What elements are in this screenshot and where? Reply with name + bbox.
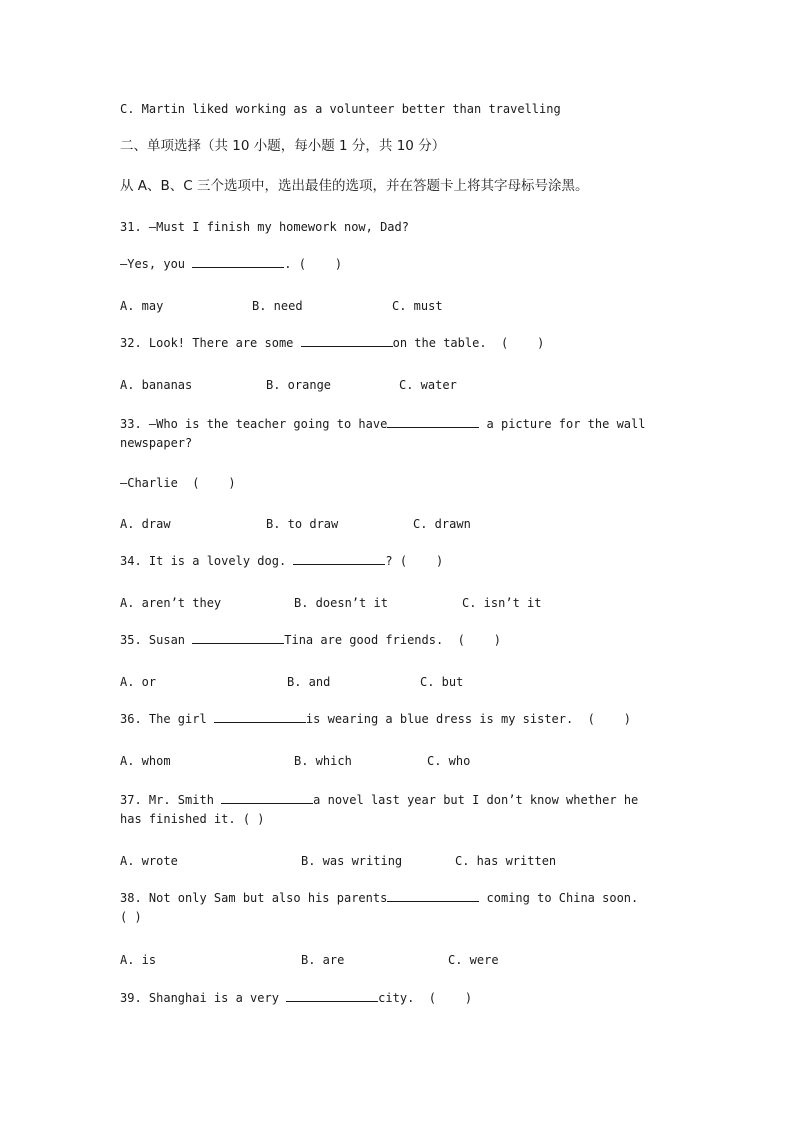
question-text: ? ( ) [385,554,444,568]
answer-blank [192,255,284,268]
question-text: 32. Look! There are some [120,336,301,350]
question-text: on the table. ( ) [392,336,545,350]
question-31-line2 [120,255,342,274]
option-b: B. which [294,754,352,768]
question-34-options [120,594,680,613]
question-36-options [120,752,680,771]
question-text: city. ( ) [378,991,473,1005]
question-text: 37. Mr. Smith [120,793,222,807]
question-33 [120,415,650,453]
option-b: B. to draw [266,517,339,531]
question-31-line1: 31. —Must I finish my homework now, Dad? [120,220,409,234]
answer-blank [221,791,313,804]
answer-blank [387,415,479,428]
option-b: B. need [252,299,303,313]
option-c: C. water [399,378,457,392]
question-text: 33. —Who is the teacher going to have [120,417,388,431]
option-a: A. or [120,675,157,689]
question-39 [120,989,472,1008]
question-35-options [120,673,680,692]
option-b: B. are [301,953,345,967]
option-a: A. whom [120,754,171,768]
question-text: coming to China soon. ( ) [120,891,639,924]
previous-question-option-c: C. Martin liked working as a volunteer better than travelling [120,102,561,116]
question-38 [120,889,650,927]
answer-blank [214,710,306,723]
question-35 [120,631,501,650]
question-text: a novel last year but I don’t know whether he has finished it. ( ) [120,793,639,826]
option-a: A. draw [120,517,171,531]
option-b: B. orange [266,378,332,392]
option-b: B. was writing [301,854,403,868]
question-32 [120,334,544,353]
option-a: A. is [120,953,157,967]
question-36 [120,710,631,729]
option-a: A. bananas [120,378,193,392]
answer-blank [192,631,284,644]
answer-blank [301,334,393,347]
question-text: 36. The girl [120,712,214,726]
question-text: Tina are good friends. ( ) [284,633,501,647]
option-c: C. were [448,953,499,967]
question-text: 34. It is a lovely dog. [120,554,294,568]
option-b: B. and [287,675,331,689]
question-37-options [120,852,680,871]
section-instruction: 从 A、B、C 三个选项中，选出最佳的选项，并在答题卡上将其字母标号涂黑。 [120,178,589,194]
option-c: C. isn’t it [462,596,542,610]
answer-blank [387,889,479,902]
answer-blank [286,989,378,1002]
option-a: A. wrote [120,854,178,868]
option-a: A. aren’t they [120,596,222,610]
question-38-options [120,951,680,970]
answer-blank [293,552,385,565]
option-c: C. must [392,299,443,313]
question-37 [120,791,650,829]
question-text: 35. Susan [120,633,193,647]
question-text: a picture for the wall newspaper? [120,417,646,450]
question-31-options [120,297,680,316]
section-heading: 二、单项选择（共 10 小题，每小题 1 分，共 10 分） [120,138,446,154]
question-text: is wearing a blue dress is my sister. ( ) [305,712,632,726]
option-c: C. but [420,675,464,689]
question-text: 39. Shanghai is a very [120,991,287,1005]
question-text: —Yes, you [120,257,193,271]
question-33-answer-line: —Charlie ( ) [120,476,236,490]
question-33-options [120,515,680,534]
option-c: C. drawn [413,517,471,531]
option-b: B. doesn’t it [294,596,388,610]
option-a: A. may [120,299,164,313]
option-c: C. who [427,754,471,768]
question-34 [120,552,443,571]
option-c: C. has written [455,854,557,868]
question-text: . ( ) [284,257,343,271]
question-text: 38. Not only Sam but also his parents [120,891,388,905]
question-32-options [120,376,680,395]
